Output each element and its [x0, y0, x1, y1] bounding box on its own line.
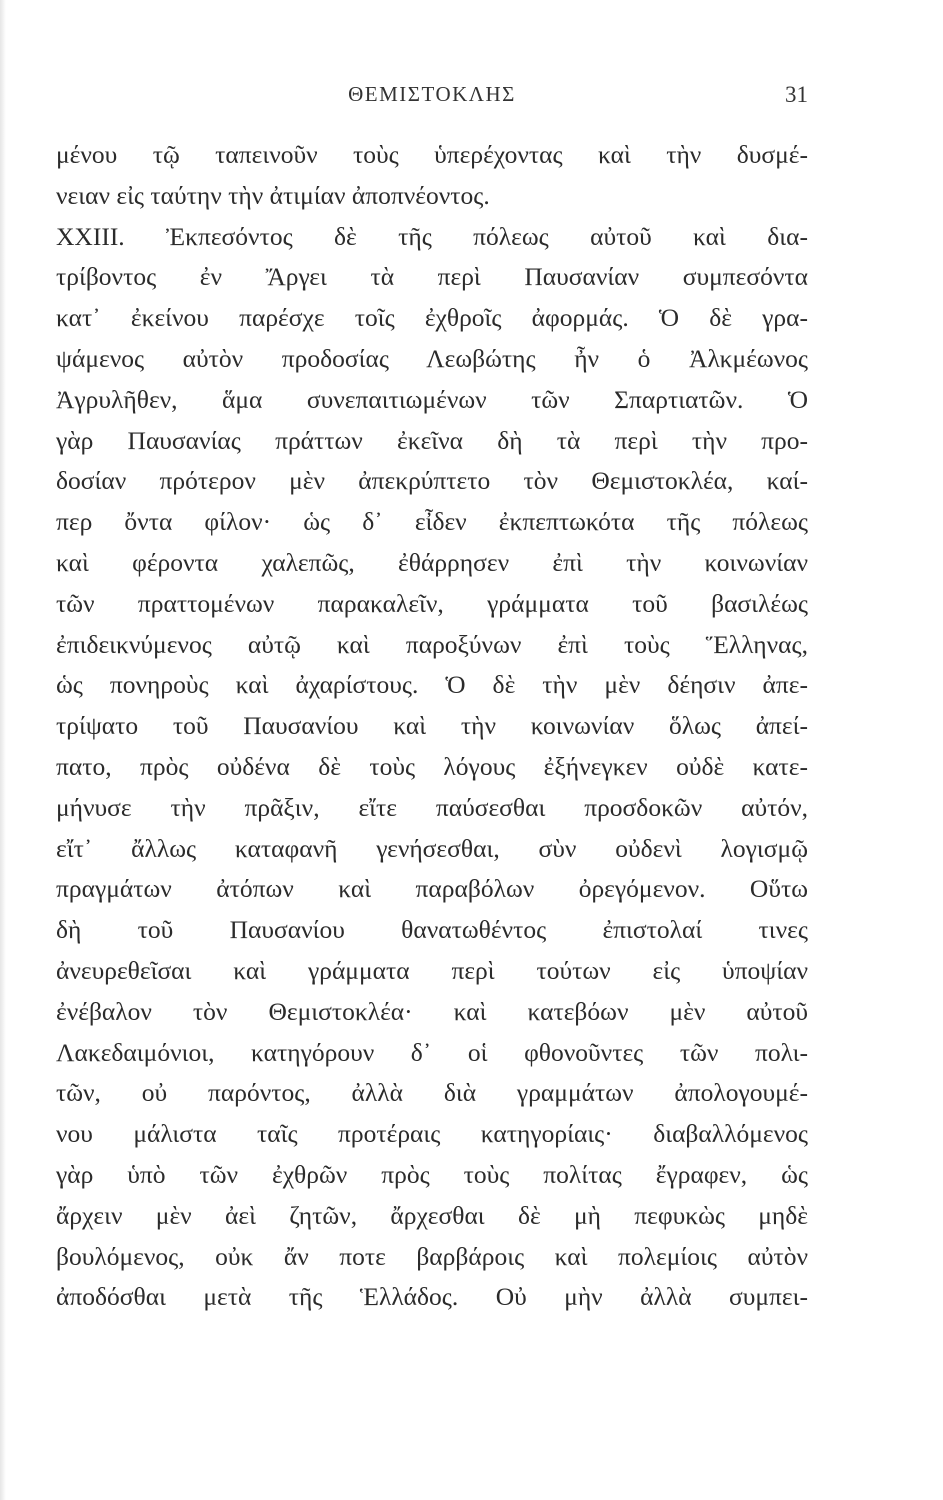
page-number: 31: [785, 82, 808, 107]
text-line: δοσίαν πρότερον μὲν ἀπεκρύπτετο τὸν Θεμιστοκλέα, καί-: [56, 466, 808, 496]
text-line: ὡς πονηροὺς καὶ ἀχαρίστους. Ὁ δὲ τὴν μὲν δέησιν ἀπε-: [56, 670, 808, 700]
text-line: κατ᾽ ἐκείνου παρέσχε τοῖς ἐχθροῖς ἀφορμάς. Ὁ δὲ γρα-: [56, 303, 808, 333]
scan-edge: [0, 0, 6, 1500]
text-line: ἐνέβαλον τὸν Θεμιστοκλέα· καὶ κατεβόων μὲν αὐτοῦ: [56, 996, 808, 1026]
text-line: Ἀγρυλῆθεν, ἅμα συνεπαιτιωμένων τῶν Σπαρτιατῶν. Ὁ: [56, 384, 808, 414]
text-line: ἐπιδεικνύμενος αὐτῷ καὶ παροξύνων ἐπὶ τοὺς Ἕλληνας,: [56, 629, 808, 659]
text-line: πραγμάτων ἀτόπων καὶ παραβόλων ὀρεγόμενον. Οὕτω: [56, 874, 808, 904]
text-line: τρίψατο τοῦ Παυσανίου καὶ τὴν κοινωνίαν ὅλως ἀπεί-: [56, 711, 808, 741]
text-line: ἀνευρεθεῖσαι καὶ γράμματα περὶ τούτων εἰς ὑποψίαν: [56, 955, 808, 985]
text-line: περ ὄντα φίλον· ὡς δ᾽ εἶδεν ἐκπεπτωκότα τῆς πόλεως: [56, 507, 808, 537]
running-head-title: ΘΕΜΙΣΤΟΚΛΗΣ: [348, 82, 516, 106]
text-line: τῶν, οὐ παρόντος, ἀλλὰ διὰ γραμμάτων ἀπολογουμέ-: [56, 1078, 808, 1108]
text-line: νου μάλιστα ταῖς προτέραις κατηγορίαις· διαβαλλόμενος: [56, 1119, 808, 1149]
text-line: μήνυσε τὴν πρᾶξιν, εἴτε παύσεσθαι προσδοκῶν αὐτόν,: [56, 792, 808, 822]
body-text: [56, 135, 808, 1318]
text-line: ἄρχειν μὲν ἀεὶ ζητῶν, ἄρχεσθαι δὲ μὴ πεφυκὼς μηδὲ: [56, 1200, 808, 1230]
text-line: γὰρ ὑπὸ τῶν ἐχθρῶν πρὸς τοὺς πολίτας ἔγραφεν, ὡς: [56, 1159, 808, 1189]
text-line: τρίβοντος ἐν Ἄργει τὰ περὶ Παυσανίαν συμπεσόντα: [56, 262, 808, 292]
text-line: εἴτ᾽ ἄλλως καταφανῆ γενήσεσθαι, σὺν οὐδενὶ λογισμῷ: [56, 833, 808, 863]
text-line: τῶν πραττομένων παρακαλεῖν, γράμματα τοῦ βασιλέως: [56, 588, 808, 618]
text-line: ψάμενος αὐτὸν προδοσίας Λεωβώτης ἦν ὁ Ἀλκμέωνος: [56, 343, 808, 373]
text-line: πατο, πρὸς οὐδένα δὲ τοὺς λόγους ἐξήνεγκεν οὐδὲ κατε-: [56, 751, 808, 781]
text-line: νειαν εἰς ταύτην τὴν ἀτιμίαν ἀποπνέοντος.: [56, 180, 490, 210]
text-line: καὶ φέροντα χαλεπῶς, ἐθάρρησεν ἐπὶ τὴν κοινωνίαν: [56, 547, 808, 577]
text-line: XXIII. Ἐκπεσόντος δὲ τῆς πόλεως αὐτοῦ καὶ δια-: [56, 221, 808, 251]
text-line: ἀποδόσθαι μετὰ τῆς Ἑλλάδος. Οὐ μὴν ἀλλὰ συμπει-: [56, 1282, 808, 1312]
text-line: δὴ τοῦ Παυσανίου θανατωθέντος ἐπιστολαί τινες: [56, 915, 808, 945]
text-line: βουλόμενος, οὐκ ἄν ποτε βαρβάροις καὶ πολεμίοις αὐτὸν: [56, 1241, 808, 1271]
text-line: γὰρ Παυσανίας πράττων ἐκεῖνα δὴ τὰ περὶ τὴν προ-: [56, 425, 808, 455]
text-line: μένου τῷ ταπεινοῦν τοὺς ὑπερέχοντας καὶ τὴν δυσμέ-: [56, 140, 808, 169]
running-head: [56, 82, 808, 112]
text-line: Λακεδαιμόνιοι, κατηγόρουν δ᾽ οἱ φθονοῦντες τῶν πολι-: [56, 1037, 808, 1067]
